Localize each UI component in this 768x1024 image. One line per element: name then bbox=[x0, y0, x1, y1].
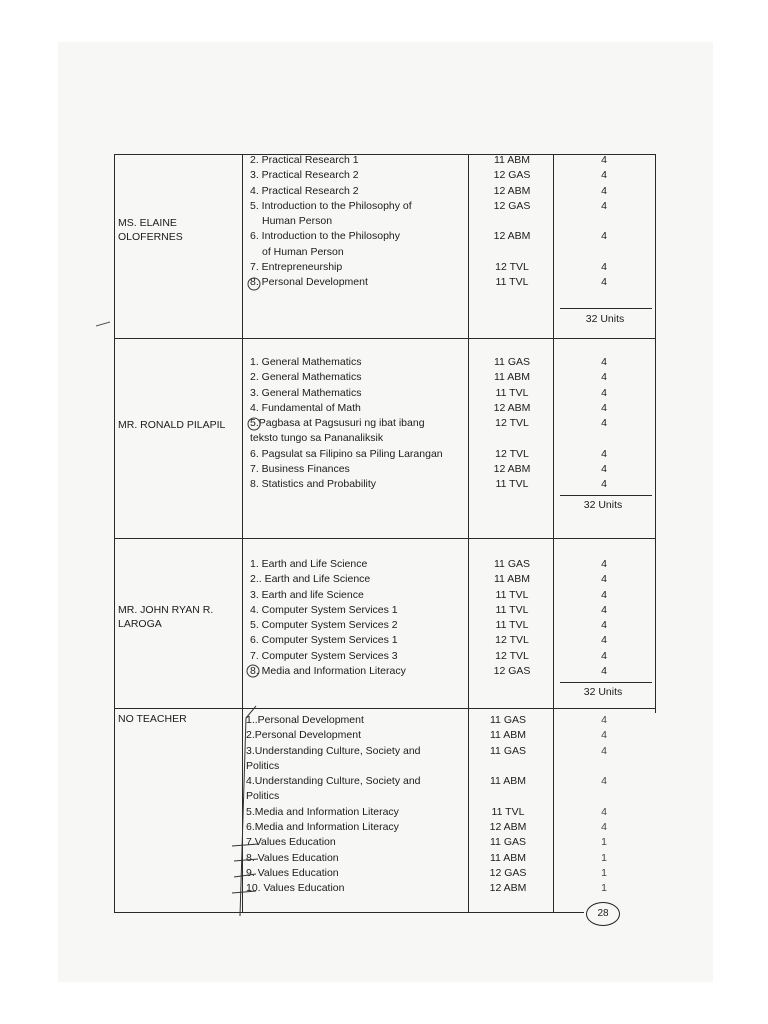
subject-item: 5. Computer System Services 2 bbox=[250, 619, 398, 632]
units-item: 4 bbox=[601, 573, 607, 586]
subject-item: 5. Introduction to the Philosophy of bbox=[250, 199, 412, 212]
grade-item: 11 ABM bbox=[490, 851, 526, 864]
units-item: 4 bbox=[601, 478, 607, 491]
grade-item: 11 ABM bbox=[494, 573, 530, 586]
subject-item: 8. Statistics and Probability bbox=[250, 478, 377, 491]
grade-item: 12 ABM bbox=[493, 184, 531, 197]
subject-item: 3. Earth and life Science bbox=[250, 588, 364, 601]
units-item: 4 bbox=[601, 371, 607, 384]
units-item: 4 bbox=[601, 714, 607, 726]
subject-item-continued: of Human Person bbox=[262, 245, 344, 258]
grade-item: 11 GAS bbox=[490, 714, 526, 726]
units-item: 1 bbox=[601, 836, 607, 849]
strike-marks bbox=[232, 844, 258, 893]
units-item: 1 bbox=[601, 851, 607, 864]
subject-item: 4. Computer System Services 1 bbox=[250, 603, 398, 616]
units-item: 4 bbox=[601, 230, 607, 243]
subject-item: 7. Business Finances bbox=[250, 463, 350, 476]
units-item: 4 bbox=[601, 729, 607, 742]
grade-item: 11 ABM bbox=[490, 729, 526, 742]
subject-item-continued: Human Person bbox=[262, 215, 333, 228]
subject-item-continued: Politics bbox=[246, 759, 280, 772]
teacher-name: MS. ELAINE OLOFERNES bbox=[118, 217, 183, 243]
grade-item: 11 TVL bbox=[495, 386, 529, 399]
grade-item: 12 ABM bbox=[493, 463, 531, 476]
grade-item: 12 TVL bbox=[495, 417, 529, 430]
subject-item: 4.Understanding Culture, Society and bbox=[246, 775, 421, 788]
subject-item-continued: teksto tungo sa Pananaliksik bbox=[250, 432, 384, 445]
subject-item: 9. Values Education bbox=[246, 866, 339, 879]
subject-item: 7. Computer System Services 3 bbox=[250, 649, 398, 662]
pen-stroke bbox=[96, 322, 110, 326]
grade-item: 11 TVL bbox=[495, 276, 529, 289]
subject-item: 1. Earth and Life Science bbox=[250, 558, 368, 570]
units-item: 1 bbox=[601, 882, 607, 895]
subject-item: 7. Entrepreneurship bbox=[250, 261, 343, 274]
units-total: 32 Units bbox=[583, 499, 623, 511]
grade-item: 11 GAS bbox=[490, 836, 526, 849]
subject-item: 2. Practical Research 1 bbox=[250, 154, 359, 166]
grade-item: 11 ABM bbox=[494, 371, 530, 384]
units-item: 4 bbox=[601, 665, 607, 678]
grade-item: 11 TVL bbox=[495, 588, 529, 601]
subject-item: 3. General Mathematics bbox=[250, 386, 362, 399]
check-mark bbox=[240, 706, 256, 916]
grade-item: 11 TVL bbox=[495, 619, 529, 632]
subject-item: 10. Values Education bbox=[246, 882, 345, 895]
units-item: 4 bbox=[601, 588, 607, 601]
units-item: 4 bbox=[601, 261, 607, 274]
grade-item: 12 GAS bbox=[493, 169, 531, 182]
units-item: 4 bbox=[601, 154, 607, 166]
subject-item: 8. Values Education bbox=[246, 851, 339, 864]
units-item: 4 bbox=[601, 634, 607, 647]
subject-item: 8. Personal Development bbox=[250, 276, 368, 289]
units-item: 4 bbox=[601, 356, 607, 368]
units-item: 4 bbox=[601, 558, 607, 570]
units-total: 32 Units bbox=[583, 686, 623, 698]
grade-item: 11 TVL bbox=[491, 805, 525, 818]
units-item: 4 bbox=[601, 775, 607, 788]
subject-item: 6.Media and Information Literacy bbox=[246, 821, 399, 834]
grade-item: 12 TVL bbox=[495, 649, 529, 662]
subject-item: 2. General Mathematics bbox=[250, 371, 362, 384]
grade-item: 12 TVL bbox=[495, 447, 529, 460]
subject-item: 5.Pagbasa at Pagsusuri ng ibat ibang bbox=[250, 417, 425, 430]
subject-item: 4. Fundamental of Math bbox=[250, 401, 361, 414]
grade-item: 12 ABM bbox=[489, 882, 527, 895]
units-item: 4 bbox=[601, 386, 607, 399]
grade-item: 11 GAS bbox=[494, 356, 530, 368]
grade-item: 12 ABM bbox=[489, 821, 527, 834]
grade-item: 12 GAS bbox=[489, 866, 527, 879]
units-item: 4 bbox=[601, 821, 607, 834]
grade-item: 12 TVL bbox=[495, 634, 529, 647]
grade-item: 12 ABM bbox=[493, 230, 531, 243]
teacher-name: MR. RONALD PILAPIL bbox=[118, 419, 226, 431]
subject-item: 1..Personal Development bbox=[246, 714, 364, 726]
subject-item: 2.Personal Development bbox=[246, 729, 361, 742]
grade-item: 12 TVL bbox=[495, 261, 529, 274]
subject-item: 6. Computer System Services 1 bbox=[250, 634, 398, 647]
subject-item: 3.Understanding Culture, Society and bbox=[246, 744, 421, 757]
grade-item: 12 ABM bbox=[493, 401, 531, 414]
teacher-name: MR. JOHN RYAN R. LAROGA bbox=[118, 604, 214, 630]
units-item: 4 bbox=[601, 744, 607, 757]
units-item: 1 bbox=[601, 866, 607, 879]
units-item: 4 bbox=[601, 199, 607, 212]
units-item: 4 bbox=[601, 805, 607, 818]
units-item: 4 bbox=[601, 619, 607, 632]
units-item: 4 bbox=[601, 401, 607, 414]
grade-item: 11 TVL bbox=[495, 478, 529, 491]
grade-item: 11 GAS bbox=[490, 744, 526, 757]
subject-item: 1. General Mathematics bbox=[250, 356, 362, 368]
subject-item: 5.Media and Information Literacy bbox=[246, 805, 399, 818]
circle-mark bbox=[248, 418, 260, 430]
subject-item: 4. Practical Research 2 bbox=[250, 184, 359, 197]
units-item: 4 bbox=[601, 169, 607, 182]
units-item: 4 bbox=[601, 276, 607, 289]
grade-item: 12 GAS bbox=[493, 665, 531, 678]
units-item: 4 bbox=[601, 184, 607, 197]
units-item: 4 bbox=[601, 447, 607, 460]
units-item: 4 bbox=[601, 417, 607, 430]
teacher-name: NO TEACHER bbox=[118, 713, 187, 725]
subject-item: 3. Practical Research 2 bbox=[250, 169, 359, 182]
grade-item: 11 GAS bbox=[494, 558, 530, 570]
subject-item: 8. Media and Information Literacy bbox=[250, 665, 406, 678]
grade-item: 12 GAS bbox=[493, 199, 531, 212]
page-number: 28 bbox=[586, 902, 620, 926]
units-item: 4 bbox=[601, 463, 607, 476]
units-item: 4 bbox=[601, 603, 607, 616]
subject-item: 6. Pagsulat sa Filipino sa Piling Larangan bbox=[250, 447, 443, 460]
grade-item: 11 TVL bbox=[495, 603, 529, 616]
grade-item: 11 ABM bbox=[494, 154, 530, 166]
units-item: 4 bbox=[601, 649, 607, 662]
subject-item: 7.Values Education bbox=[246, 836, 336, 849]
subject-item: 6. Introduction to the Philosophy bbox=[250, 230, 401, 243]
circle-mark bbox=[247, 665, 259, 677]
subject-item-continued: Politics bbox=[246, 790, 280, 803]
circle-mark bbox=[248, 278, 260, 290]
units-total: 32 Units bbox=[585, 313, 625, 325]
subject-item: 2.. Earth and Life Science bbox=[250, 573, 371, 586]
grade-item: 11 ABM bbox=[490, 775, 526, 788]
